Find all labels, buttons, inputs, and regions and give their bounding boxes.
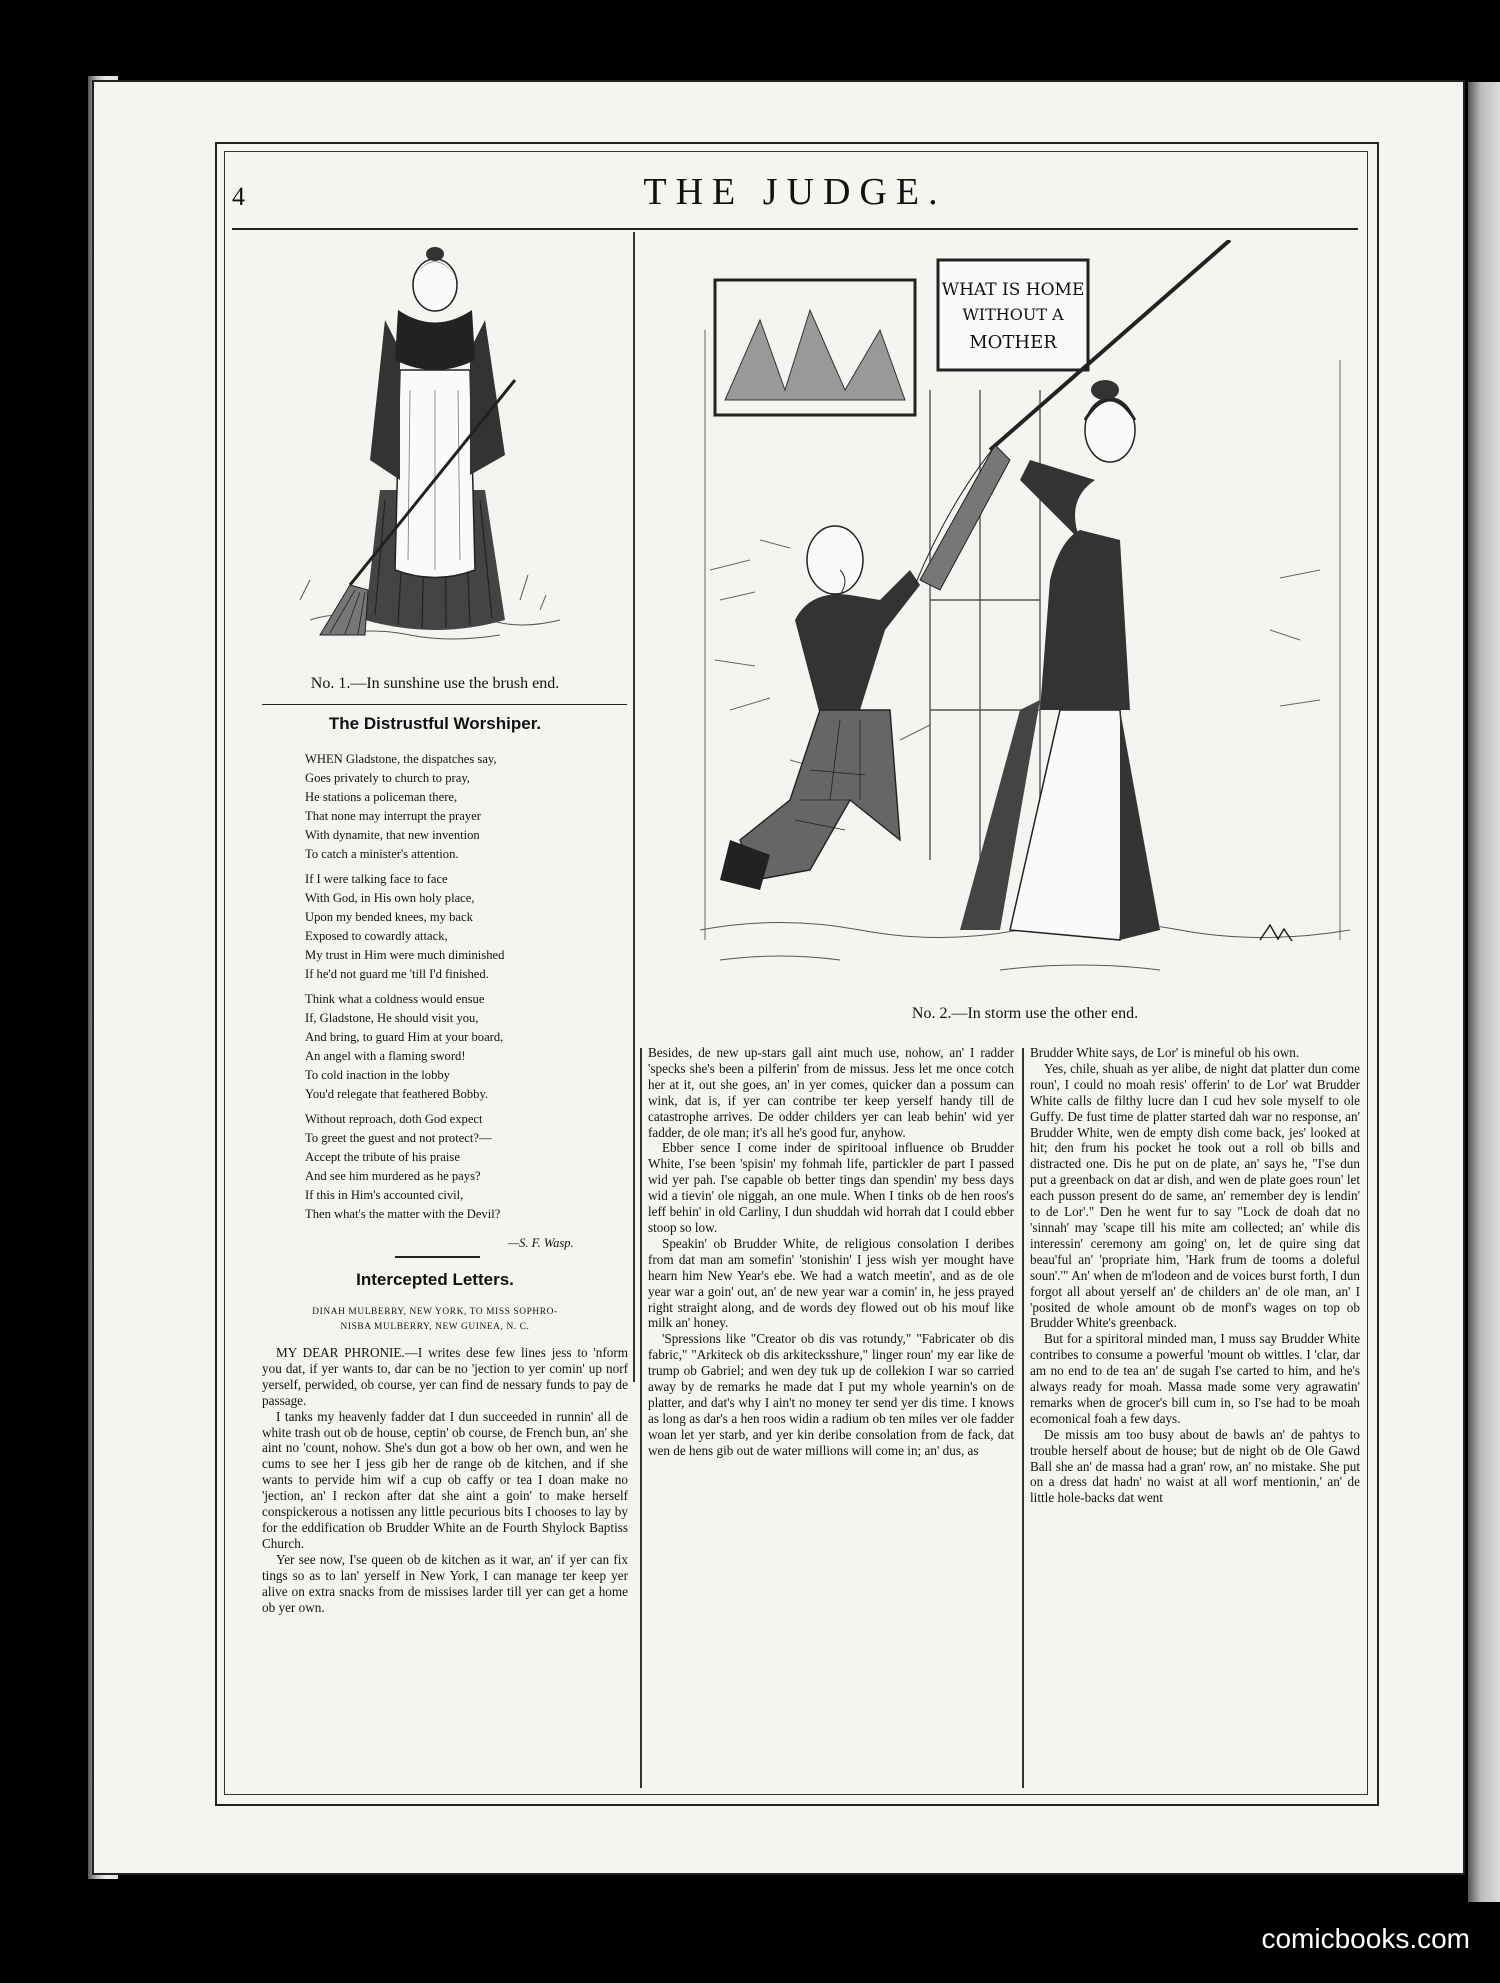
poem-line: Upon my bended knees, my back — [305, 910, 473, 924]
poem-line: That none may interrupt the prayer — [305, 809, 481, 823]
rule-above-poem — [262, 704, 627, 705]
poem-line: With God, in His own holy place, — [305, 891, 475, 905]
poem-line: With dynamite, that new invention — [305, 828, 480, 842]
column-divider-left-bottom — [640, 1048, 642, 1788]
poem-attribution: —S. F. Wasp. — [508, 1236, 574, 1250]
poem-line: To greet the guest and not protect?— — [305, 1131, 492, 1145]
rule-above-letters — [395, 1256, 480, 1258]
letter-column-1 — [262, 1345, 628, 1615]
poem-title: The Distrustful Worshiper. — [328, 714, 542, 733]
letter-paragraph: Besides, de new up-stars gall aint much use, nohow, an' I radder 'specks she's been a pilferin' from de missus. Jess let me once cotch her at it, out she goes, an' in yer comes, quicker dan a possum can wink, dat is, if yer can contribe ter keep yerself handy till de catastrophe arrives. De odder childers yer can leab behin' wid yer fadder, de ole man; it's all he's good fur, anyhow. — [648, 1045, 1014, 1140]
column-divider-right — [1022, 1048, 1024, 1788]
poem-stanza — [305, 750, 625, 864]
letters-title: Intercepted Letters. — [356, 1270, 514, 1289]
poem-line: If he'd not guard me 'till I'd finished. — [305, 967, 489, 981]
poem-line: To cold inaction in the lobby — [305, 1068, 450, 1082]
illustration2-caption: No. 2.—In storm use the other end. — [911, 1005, 1139, 1022]
poem-line: Then what's the matter with the Devil? — [305, 1207, 501, 1221]
letter-paragraph: I tanks my heavenly fadder dat I dun succeeded in runnin' all de white trash out ob de house, ceptin' ob course, de French bun, an' she aint no 'count, nohow. She's dun got a bow ob her own, and wen he cums to see her I jess gib her de range ob de kitchen, and if she wants to pervide him wif a cup ob caffy or tea I doan make no 'jection, an' I reckon after dat she aint a goin' to make herself conspickerous a notissen any little pecurious bits I chooses to lay by for the eddification ob Brudder White an de Fourth Shylock Baptiss Church. — [262, 1408, 628, 1551]
illustration-woman-sweeping — [270, 240, 600, 660]
letter-paragraph: De missis am too busy about de bawls an' de pahtys to trouble herself about de house; but de night ob de Ole Gawd Ball she an' de massa had a gran' row, an' no mistake. She put on a dress dat hadn' no waist at all worf mentionin,' an' de little hole-backs dat went — [1030, 1426, 1360, 1506]
letters-subtitle-line1: DINAH MULBERRY, NEW YORK, TO MISS SOPHRO- — [312, 1307, 558, 1317]
masthead-title: THE JUDGE. — [643, 171, 947, 213]
poem-line: Accept the tribute of his praise — [305, 1150, 460, 1164]
poem-stanza — [305, 870, 625, 984]
poem-line: If, Gladstone, He should visit you, — [305, 1011, 479, 1025]
page-header — [232, 160, 1358, 230]
poem-line: WHEN Gladstone, the dispatches say, — [305, 752, 497, 766]
illustration-broom-scene — [700, 240, 1350, 1000]
facing-page-edge — [1468, 82, 1500, 1902]
poem-line: Goes privately to church to pray, — [305, 771, 470, 785]
letter-paragraph: Ebber sence I come inder de spiritooal influence ob Brudder White, I'se been 'spisin' my fohmah life, partickler de part I passed wid yer pah. I'se capable ob better tings dan spendin' my bess days wid a tievin' ole niggah, an one mule. When I tinks ob de hen roos's leff behin' in old Carliny, I dun shuddah wid horrah dat I could ebber stoop so low. — [648, 1140, 1014, 1235]
sign-text-line1: WHAT IS HOME — [941, 280, 1085, 300]
poem-line: If I were talking face to face — [305, 872, 448, 886]
poem-line: Exposed to cowardly attack, — [305, 929, 448, 943]
poem-stanza — [305, 1110, 625, 1224]
column-divider-left-top — [633, 232, 635, 1382]
poem-line: Without reproach, doth God expect — [305, 1112, 483, 1126]
poem-line: He stations a policeman there, — [305, 790, 458, 804]
poem-line: And see him murdered as he pays? — [305, 1169, 481, 1183]
poem-line: Think what a coldness would ensue — [305, 992, 485, 1006]
sign-text-line3: MOTHER — [969, 332, 1057, 353]
letters-subtitle — [240, 1305, 630, 1335]
letters-subtitle-line2: NISBA MULBERRY, NEW GUINEA, N. C. — [340, 1322, 530, 1332]
page-number: 4 — [232, 182, 245, 211]
sign-text-line2: WITHOUT A — [962, 305, 1064, 324]
illustration1-caption: No. 1.—In sunshine use the brush end. — [310, 675, 560, 692]
poem-line: An angel with a flaming sword! — [305, 1049, 466, 1063]
poem-line: You'd relegate that feathered Bobby. — [305, 1087, 489, 1101]
poem-line: My trust in Him were much diminished — [305, 948, 505, 962]
letter-paragraph: But for a spiritoral minded man, I muss say Brudder White contribes to consume a powerful 'mount ob wittles. I 'clar, dar am no end to de tea an' de sugah I'se carted to him, and he's always ready for moah. Massa made some very agrawatin' remarks when de grocer's bill cum in, so I'se had to be moah ecomonical foah a few days. — [1030, 1331, 1360, 1426]
poem-body — [305, 750, 625, 1230]
letter-paragraph: Yes, chile, shuah as yer alibe, de night dat platter dun come roun', I could no moah resis' offerin' to de Lor' wat Brudder White calls de filthy lucre dan I cud hev sole myself to ole Guffy. De fust time de platter started dah war no response, an' Brudder White, wen de empty dish come back, jes' looked at hit; den frum his pocket he took out a roll ob bills and distracted one. Dis he put on de plate, an' says he, "I'se dun put a greenback on dat ar dish, and wen de plate goes roun' let each pusson present do de same, an' remember dey is lendin' to de Lor'." Den he went fur to say "Lock de doah dat no 'sinnah' may 'scape till his mite am collected; an' while dis interessin' ceremony am going' on, let de quire sing dat beau'ful an' 'propriate him, 'Hark frum de tooms a doleful soun'.'" An' when de m'lodeon and de voices burst forth, I dun forgot all about yerself an' de childers an' de ole man, an' I 'posited de whole amount ob de monf's wages on top ob Brudder White's greenback. — [1030, 1060, 1360, 1331]
letter-paragraph: 'Spressions like "Creator ob dis vas rotundy," "Fabricater ob dis fabric," "Arkiteck ob dis arkitecksshure," linger roun' my ear like de trump ob Gabriel; and wen dey tuk up de collekion I war so carried away by de remarks he made dat I put my whole yearnin's on de platter, and dat's why I ain't no money ter send yer dis time. I knows as long as dar's a hen roos widin a radium ob ten miles ver ole fadder woan let yer starb, and yer kin deribe consolation from de fack, dat wen de hens gib out de water millions will come in; an' dus, as — [648, 1331, 1014, 1458]
poem-line: And bring, to guard Him at your board, — [305, 1030, 504, 1044]
letter-paragraph: Speakin' ob Brudder White, de religious consolation I deribes from dat man am somefin' 'stonishin' I jess wish yer mought have hearn him New Year's ebe. We had a watch meetin', and as de ole year war a goin' out, an' de new year war a comin' in, he jess prayed right straight along, and de words dey flowed out ob his mouf like milk an' honey. — [648, 1235, 1014, 1331]
poem-line: To catch a minister's attention. — [305, 847, 459, 861]
poem-stanza — [305, 990, 625, 1104]
letter-paragraph: Brudder White says, de Lor' is mineful ob his own. — [1030, 1045, 1300, 1060]
letter-paragraph: MY DEAR PHRONIE.—I writes dese few lines jess to 'nform you dat, if yer wants to, dar can be no 'jection to yer comin' up norf yerself, perwided, ob course, yer can find de nessary funds to pay de passage. — [262, 1345, 628, 1408]
letter-paragraph: Yer see now, I'se queen ob de kitchen as it war, an' if yer can fix tings so as to lan' yerself in New York, I can manage ter keep yer alive on extra snacks from de missises larder till yer can get a home ob yer own. — [262, 1551, 628, 1615]
poem-line: If this in Him's accounted civil, — [305, 1188, 464, 1202]
letter-column-3 — [1030, 1045, 1360, 1506]
watermark-text: comicbooks.com — [1261, 1923, 1470, 1954]
letter-column-2 — [648, 1045, 1014, 1459]
